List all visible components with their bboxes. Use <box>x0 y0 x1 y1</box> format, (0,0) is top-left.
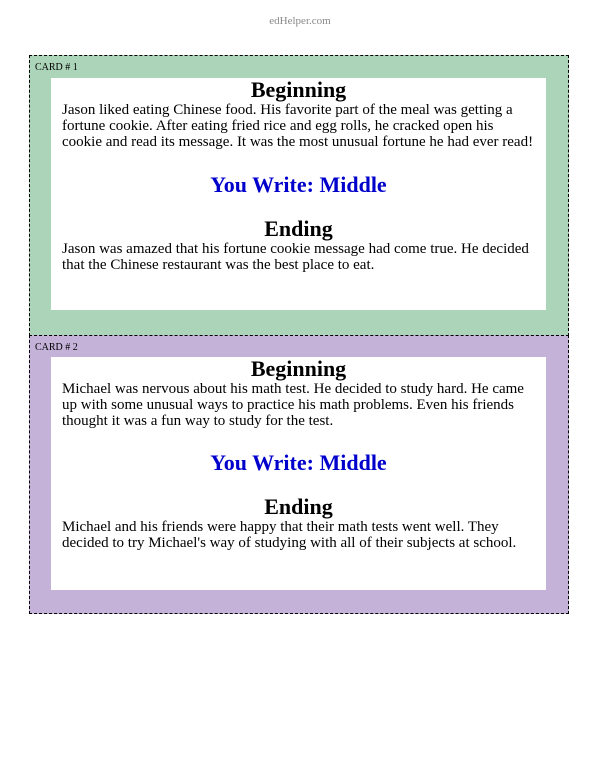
card-label: CARD # 2 <box>35 342 78 353</box>
beginning-text: Michael was nervous about his math test. He decided to study hard. He came up with some unusual ways to practice his math problems. Even his friends thought it was a fun way to study for the test. <box>62 381 524 429</box>
card-content <box>51 357 546 590</box>
story-card-1 <box>29 55 569 336</box>
beginning-heading: Beginning <box>250 77 347 102</box>
story-card-2 <box>29 335 569 614</box>
card-content <box>51 78 546 310</box>
beginning-text: Jason liked eating Chinese food. His favorite part of the meal was getting a fortune cookie. After eating fried rice and egg rolls, he cracked open his cookie and read its message. It was the most unusual fortune he had ever read! <box>62 102 534 150</box>
site-header: edHelper.com <box>269 15 331 27</box>
write-middle-heading: You Write: Middle <box>210 450 387 475</box>
write-middle-heading: You Write: Middle <box>210 172 387 197</box>
ending-text: Michael and his friends were happy that their math tests went well. They decided to try Michael's way of studying with all of their subjects at school. <box>62 519 517 551</box>
ending-heading: Ending <box>264 216 333 241</box>
ending-heading: Ending <box>264 494 333 519</box>
beginning-heading: Beginning <box>250 356 347 381</box>
card-label: CARD # 1 <box>35 62 78 73</box>
ending-text: Jason was amazed that his fortune cookie message had come true. He decided that the Chinese restaurant was the best place to eat. <box>62 241 529 273</box>
